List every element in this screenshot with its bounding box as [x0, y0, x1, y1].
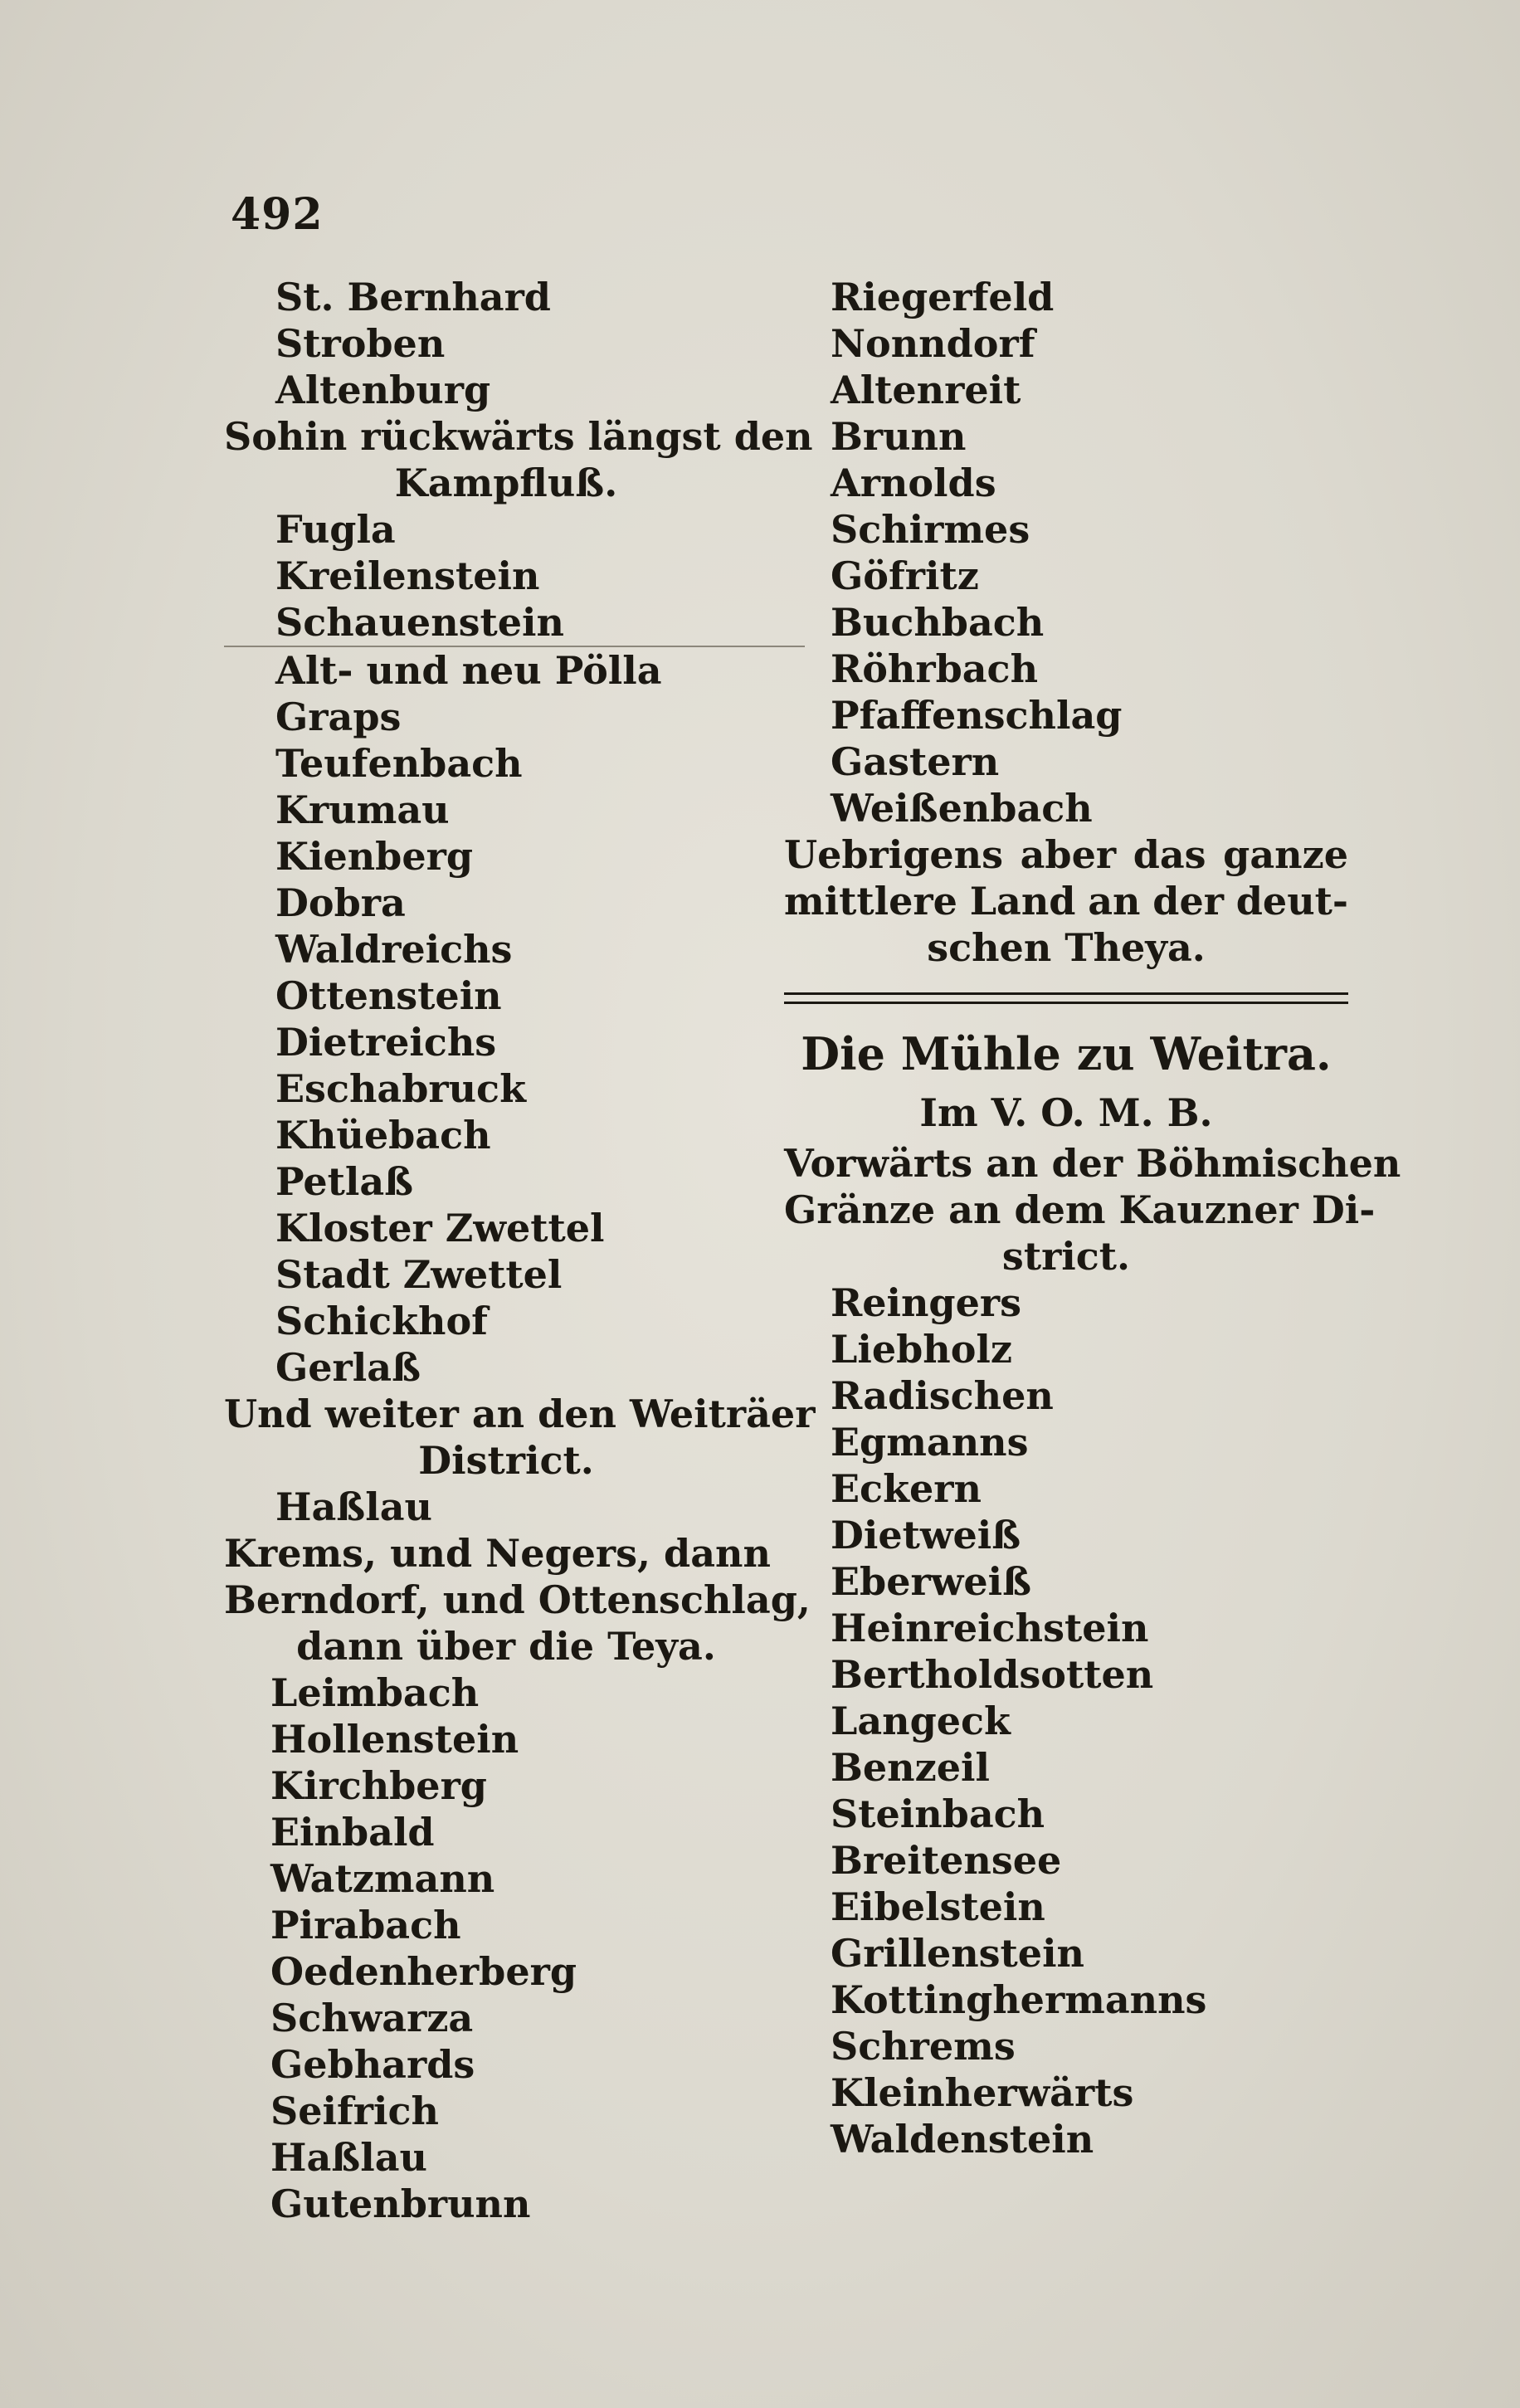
place-entry: St. Bernhard	[275, 275, 551, 319]
place-entry: Haßlau	[275, 1484, 432, 1529]
place-entry: Röhrbach	[831, 646, 1039, 691]
place-entry: Schauenstein	[275, 600, 564, 645]
route-sentence-end: District.	[418, 1438, 594, 1483]
place-entry: Stroben	[275, 321, 446, 366]
place-entry: Petlaß	[275, 1159, 414, 1204]
place-entry: Khüebach	[275, 1113, 491, 1158]
word: das	[1133, 832, 1206, 877]
place-entry: Waldenstein	[831, 2117, 1094, 2162]
place-entry: Eberweiß	[831, 1559, 1032, 1604]
place-entry: Hollenstein	[270, 1717, 519, 1762]
place-entry: Leimbach	[270, 1670, 480, 1715]
place-entry: Dietreichs	[275, 1020, 497, 1065]
word: Land	[969, 879, 1076, 924]
place-entry: Gastern	[831, 739, 1000, 784]
place-entry: Nonndorf	[831, 321, 1035, 366]
paragraph-line: Gränze an dem Kauzner Di-	[784, 1187, 1376, 1232]
place-entry: Pfaffenschlag	[831, 693, 1123, 738]
place-entry: Brunn	[831, 414, 967, 459]
place-entry: Haßlau	[270, 2135, 427, 2180]
paragraph-line	[784, 831, 1348, 878]
place-entry: Dobra	[275, 880, 406, 925]
place-entry: Liebholz	[831, 1327, 1012, 1372]
route-sentence: Berndorf, und Ottenschlag,	[224, 1577, 811, 1622]
paragraph-line	[784, 878, 1348, 924]
section-subheading: Im V. O. M. B.	[919, 1090, 1213, 1135]
place-entry: Kreilenstein	[275, 553, 540, 598]
place-entry: Stadt Zwettel	[275, 1252, 563, 1297]
right-column	[784, 274, 1401, 2162]
place-entry: Ottenstein	[275, 973, 502, 1018]
place-entry: Kleinherwärts	[831, 2070, 1134, 2115]
place-entry: Einbald	[270, 1810, 435, 1855]
place-entry: Krumau	[275, 787, 450, 832]
place-entry: Steinbach	[831, 1791, 1045, 1836]
place-entry: Heinreichstein	[831, 1606, 1149, 1650]
left-column	[224, 274, 816, 2227]
place-entry: Reingers	[831, 1280, 1021, 1325]
place-entry: Fugla	[275, 507, 396, 552]
route-sentence: Sohin rückwärts längst den	[224, 414, 813, 459]
place-entry: Altenburg	[275, 368, 491, 412]
place-entry: Teufenbach	[275, 741, 523, 786]
word: ganze	[1223, 832, 1348, 877]
paragraph-line: Vorwärts an der Böhmischen	[784, 1141, 1401, 1186]
place-entry: Benzeil	[831, 1745, 990, 1790]
place-entry: Langeck	[831, 1699, 1011, 1743]
page-number: 492	[231, 189, 324, 240]
place-entry: Seifrich	[270, 2089, 439, 2133]
paragraph-line-end: strict.	[1001, 1234, 1131, 1279]
place-entry: Watzmann	[270, 1856, 495, 1901]
route-sentence-end: dann über die Teya.	[296, 1624, 716, 1669]
place-entry: Riegerfeld	[831, 275, 1055, 319]
place-entry: Kienberg	[275, 834, 473, 879]
word: an	[1088, 879, 1141, 924]
section-heading: Die Mühle zu Weitra.	[801, 1027, 1332, 1080]
place-entry: Buchbach	[831, 600, 1045, 645]
place-entry: Altenreit	[831, 368, 1021, 412]
place-entry: Kirchberg	[270, 1763, 487, 1808]
place-entry: Arnolds	[831, 461, 996, 505]
place-entry: Eschabruck	[275, 1066, 526, 1111]
place-entry: Weißenbach	[831, 786, 1093, 831]
word: der	[1152, 879, 1224, 924]
place-entry: Waldreichs	[275, 927, 513, 972]
place-entry: Grillenstein	[831, 1931, 1084, 1976]
word: Uebrigens	[784, 832, 1004, 877]
place-entry: Bertholdsotten	[831, 1652, 1154, 1697]
place-entry: Schirmes	[831, 507, 1030, 552]
place-entry: Eibelstein	[831, 1884, 1045, 1929]
route-sentence: Und weiter an den Weiträer	[224, 1392, 816, 1436]
place-entry: Kloster Zwettel	[275, 1206, 605, 1250]
place-entry: Breitensee	[831, 1838, 1062, 1883]
place-entry: Gerlaß	[275, 1345, 421, 1390]
place-entry: Gutenbrunn	[270, 2181, 531, 2226]
word: aber	[1020, 832, 1117, 877]
place-entry: Oedenherberg	[270, 1949, 577, 1994]
place-entry: Dietweiß	[831, 1513, 1021, 1557]
place-entry: Graps	[275, 695, 402, 739]
place-entry: Alt- und neu Pölla	[275, 648, 662, 693]
place-entry: Pirabach	[270, 1903, 461, 1947]
place-entry: Schwarza	[270, 1996, 474, 2040]
word: mittlere	[784, 879, 957, 924]
place-entry: Radischen	[831, 1373, 1054, 1418]
word: deut-	[1235, 879, 1348, 924]
place-entry: Eckern	[831, 1466, 982, 1511]
place-entry: Egmanns	[831, 1420, 1029, 1465]
section-divider	[784, 992, 1348, 1004]
place-entry: Schrems	[831, 2024, 1016, 2069]
paragraph-line-end: schen Theya.	[927, 925, 1206, 970]
place-entry: Gebhards	[270, 2042, 475, 2087]
place-entry: Göfritz	[831, 553, 979, 598]
place-entry: Kottinghermanns	[831, 1977, 1207, 2022]
place-entry: Schickhof	[275, 1299, 488, 1343]
route-sentence-end: Kampfluß.	[394, 461, 618, 505]
route-sentence: Krems, und Negers, dann	[224, 1531, 771, 1576]
